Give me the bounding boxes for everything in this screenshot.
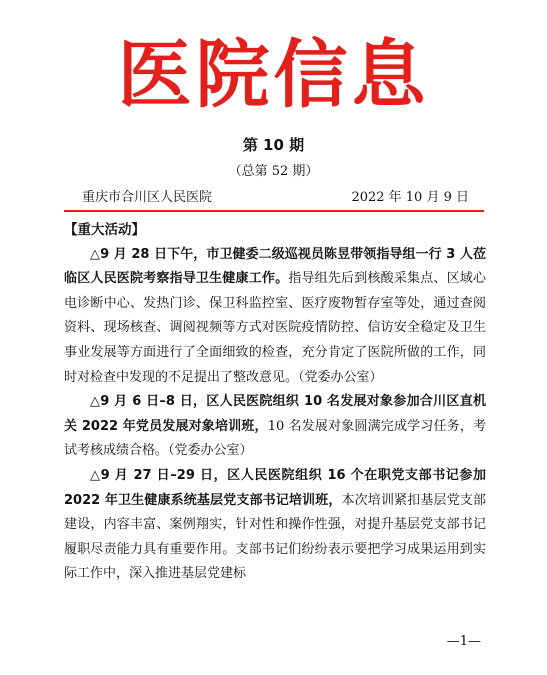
paragraph-3-lead: △9 月 27 日–29 日，区人民医院组织 16 个在职党支部书记参加 2022 年卫生健康系统基层党支部书记培训班，	[64, 467, 486, 508]
paragraph-1-lead: △9 月 28 日下午，市卫健委二级巡视员陈昱带领指导组一行 3 人莅临区人民医院考察指导卫生健康工作。	[64, 246, 486, 287]
paragraph-2-lead: △9 月 6 日–8 日，区人民医院组织 10 名发展对象参加合川区直机关 2022 年党员发展对象培训班，	[64, 394, 486, 434]
article-body	[64, 218, 486, 587]
paragraph-1-body: 指导组先后到核酸采集点、区域心电诊断中心、发热门诊、保卫科监控室、医疗废物暂存室等处，通过查阅资料、现场核查、调阅视频等方式对医院疫情防控、信访安全稳定及卫生事业发展等方面进行了全面细致的检查，充分肯定了医院所做的工作，同时对检查中发现的不足提出了整改意见。（党委办公室）	[64, 271, 486, 385]
paragraph-3	[64, 464, 486, 587]
red-divider	[64, 210, 484, 212]
paragraph-2	[64, 390, 486, 464]
paragraph-1	[64, 243, 486, 391]
publisher: 重庆市合川区人民医院	[82, 190, 213, 205]
issue-total: （总第 52 期）	[228, 164, 319, 179]
page-number: —1—	[446, 634, 481, 649]
issue-number: 第 10 期	[242, 136, 305, 154]
publish-date: 2022 年 10 月 9 日	[351, 190, 469, 205]
section-title: 【重大活动】	[64, 222, 145, 238]
masthead-title: 医院信息	[117, 32, 430, 118]
paragraph-3-body: 本次培训紧扣基层党支部建设，内容丰富、案例翔实，针对性和操作性强，对提升基层党支部书记履职尽责能力具有重要作用。支部书记们纷纷表示要把学习成果运用到实际工作中，深入推进基层党建标	[64, 492, 486, 582]
paragraph-2-body: 10 名发展对象圆满完成学习任务，考试考核成绩合格。（党委办公室）	[64, 418, 486, 459]
